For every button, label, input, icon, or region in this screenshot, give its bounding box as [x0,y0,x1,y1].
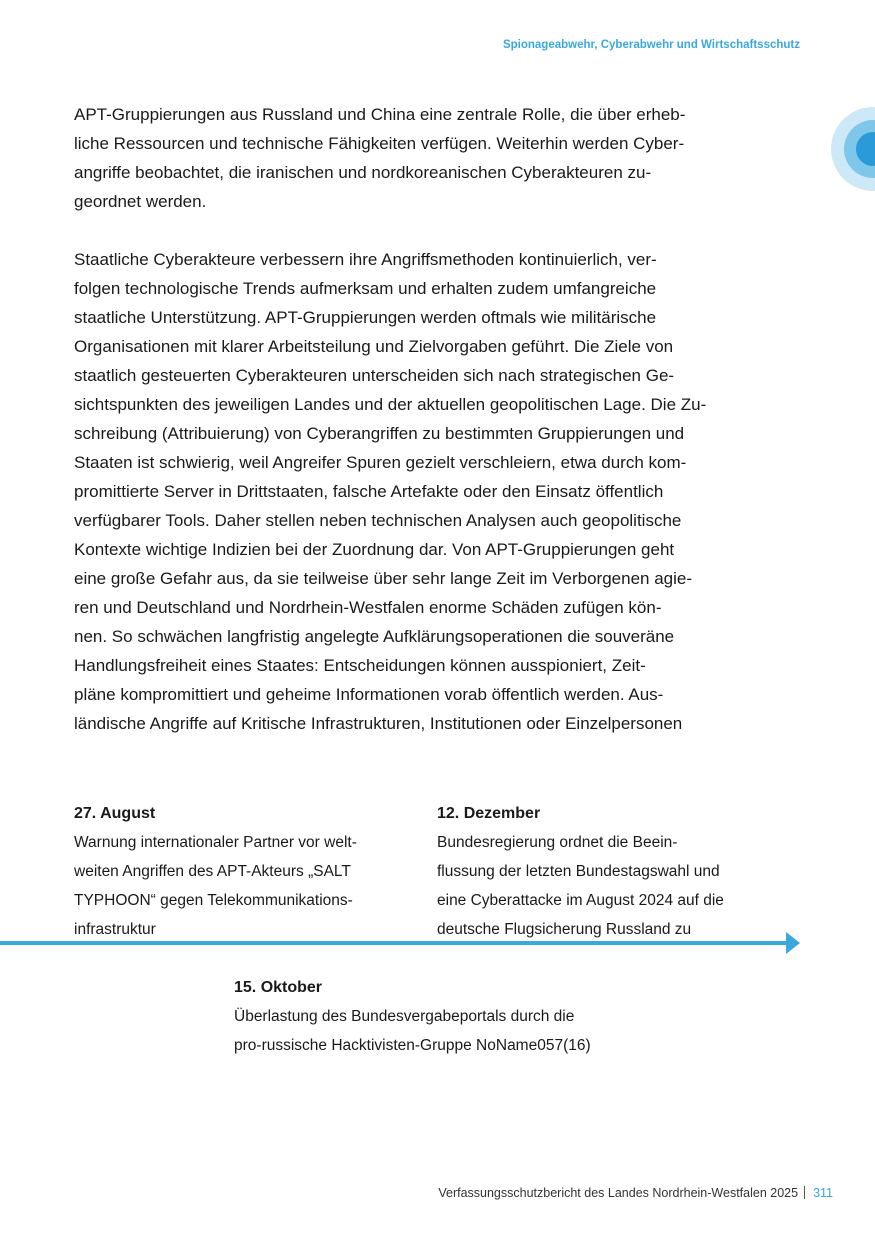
timeline-event-december [437,799,724,944]
event-text-line: infrastruktur [74,921,156,938]
text-line: angriffe beobachtet, die iranischen und nordkoreanischen Cyberakteuren zu- [74,163,652,182]
event-date: 12. Dezember [437,805,541,822]
text-line: eine große Gefahr aus, da sie teilweise über sehr lange Zeit im Verborgenen agie- [74,569,693,588]
timeline-arrow [0,931,800,955]
event-text-line: TYPHOON“ gegen Telekommunikations- [74,892,353,909]
text-line: ländische Angriffe auf Kritische Infrastrukturen, Institutionen oder Einzelpersonen [74,714,683,733]
text-line: ren und Deutschland und Nordrhein-Westfalen enorme Schäden zufügen kön- [74,598,662,617]
timeline-event-august [74,799,357,944]
text-line: APT-Gruppierungen aus Russland und China eine zentrale Rolle, die über erheb- [74,105,686,124]
text-line: Staaten ist schwierig, weil Angreifer Spuren gezielt verschleiern, etwa durch kom- [74,453,687,472]
text-line: folgen technologische Trends aufmerksam und erhalten zudem umfangreiche [74,279,657,298]
event-text-line: Überlastung des Bundesvergabeportals durch die [234,1008,575,1025]
text-line: Handlungsfreiheit eines Staates: Entscheidungen können ausspioniert, Zeit- [74,656,646,675]
text-line: promittierte Server in Drittstaaten, falsche Artefakte oder den Einsatz öffentlich [74,482,664,501]
event-text-line: Bundesregierung ordnet die Beein- [437,834,678,851]
paragraph-1 [74,100,804,216]
event-date: 15. Oktober [234,979,323,996]
body-text [74,100,804,738]
text-line: staatlich gesteuerten Cyberakteuren unterscheiden sich nach strategischen Ge- [74,366,675,385]
text-line: pläne kompromittiert und geheime Informationen vorab öffentlich werden. Aus- [74,685,664,704]
decorative-circle-graphic [831,107,875,191]
text-line: nen. So schwächen langfristig angelegte Aufklärungsoperationen die souveräne [74,627,675,646]
event-text-line: deutsche Flugsicherung Russland zu [437,921,692,938]
text-line: liche Ressourcen und technische Fähigkeiten verfügen. Weiterhin werden Cyber- [74,134,685,153]
event-text-line: eine Cyberattacke im August 2024 auf die [437,892,724,909]
text-line: Kontexte wichtige Indizien bei der Zuordnung dar. Von APT-Gruppierungen geht [74,540,675,559]
text-line: sichtspunkten des jeweiligen Landes und der aktuellen geopolitischen Lage. Die Zu- [74,395,707,414]
text-line: Organisationen mit klarer Arbeitsteilung und Zielvorgaben geführt. Die Ziele von [74,337,674,356]
text-line: schreibung (Attribuierung) von Cyberangriffen zu bestimmten Gruppierungen und [74,424,685,443]
event-text-line: flussung der letzten Bundestagswahl und [437,863,720,880]
text-line: Staatliche Cyberakteure verbessern ihre Angriffsmethoden kontinuierlich, ver- [74,250,657,269]
running-header: Spionageabwehr, Cyberabwehr und Wirtschaftsschutz [502,39,800,51]
event-date: 27. August [74,805,156,822]
text-line: staatliche Unterstützung. APT-Gruppierungen werden oftmals wie militärische [74,308,657,327]
event-text-line: pro-russische Hacktivisten-Gruppe NoName057(16) [234,1037,591,1054]
footer-divider [804,1186,805,1199]
text-line: verfügbarer Tools. Daher stellen neben technischen Analysen auch geopolitische [74,511,682,530]
page-number: 311 [813,1186,833,1200]
event-text-line: weiten Angriffen des APT-Akteurs „SALT [74,863,351,880]
page-footer [438,1186,833,1200]
event-text-line: Warnung internationaler Partner vor welt- [74,834,357,851]
paragraph-2 [74,245,804,738]
text-line: geordnet werden. [74,192,207,211]
footer-title: Verfassungsschutzbericht des Landes Nordrhein-Westfalen 2025 [438,1186,799,1200]
timeline-event-october [234,973,591,1060]
